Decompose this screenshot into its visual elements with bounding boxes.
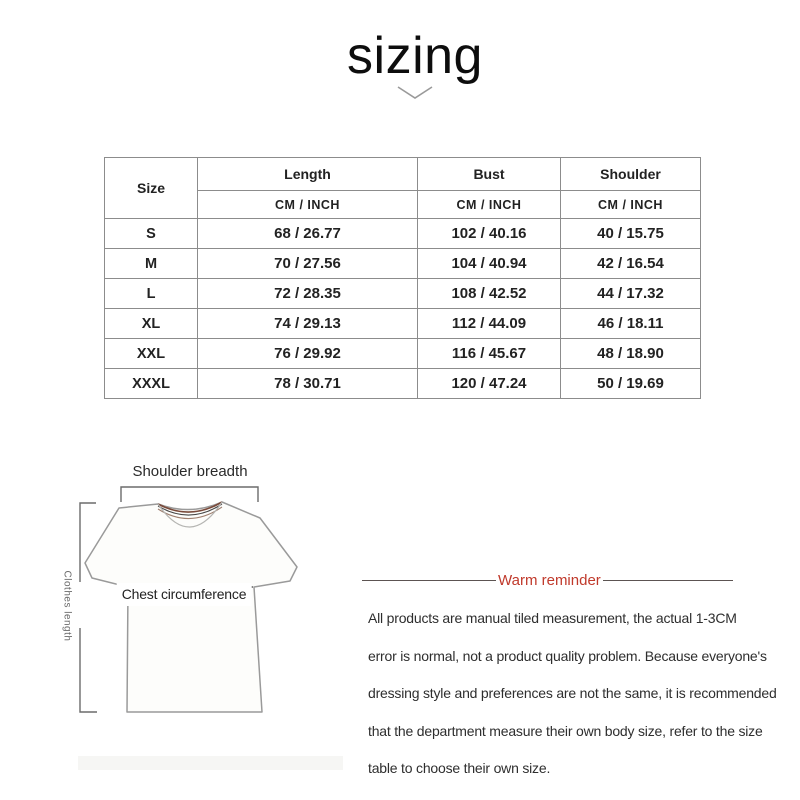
units-label-length: CM / INCH <box>198 191 418 219</box>
reminder-paragraph <box>368 600 792 788</box>
bust-value: 116 / 45.67 <box>418 339 561 369</box>
reminder-text-line: that the department measure their own body size, refer to the size <box>368 722 763 739</box>
reminder-text-line: All products are manual tiled measurement, the actual 1-3CM <box>368 610 737 626</box>
reminder-rule-left <box>362 580 496 581</box>
length-value: 76 / 29.92 <box>198 339 418 369</box>
chest-circumference-label: Chest circumference <box>117 583 252 606</box>
table-row <box>105 249 701 279</box>
shoulder-value: 42 / 16.54 <box>561 249 701 279</box>
shoulder-value: 44 / 17.32 <box>561 279 701 309</box>
table-row <box>105 219 701 249</box>
shoulder-breadth-label: Shoulder breadth <box>132 463 248 480</box>
table-header-length: Length <box>198 158 418 191</box>
bust-value: 108 / 42.52 <box>418 279 561 309</box>
bust-value: 104 / 40.94 <box>418 249 561 279</box>
page-title: sizing <box>347 27 483 85</box>
shoulder-value: 40 / 15.75 <box>561 219 701 249</box>
tshirt-outline <box>85 502 297 712</box>
reminder-rule-right <box>603 580 733 581</box>
units-label-bust: CM / INCH <box>418 191 561 219</box>
table-row <box>105 279 701 309</box>
length-value: 74 / 29.13 <box>198 309 418 339</box>
size-value: XL <box>105 309 198 339</box>
clothes-length-label: Clothes length <box>61 570 73 642</box>
shoulder-value: 48 / 18.90 <box>561 339 701 369</box>
scan-artifact <box>78 756 343 770</box>
size-table <box>104 157 701 399</box>
size-value: L <box>105 279 198 309</box>
table-row <box>105 369 701 399</box>
length-bracket-bottom <box>80 628 97 712</box>
shoulder-value: 46 / 18.11 <box>561 309 701 339</box>
warm-reminder-heading <box>362 571 734 589</box>
size-value: S <box>105 219 198 249</box>
tshirt-diagram <box>40 440 380 780</box>
length-value: 78 / 30.71 <box>198 369 418 399</box>
bust-value: 102 / 40.16 <box>418 219 561 249</box>
bust-value: 112 / 44.09 <box>418 309 561 339</box>
table-row <box>105 309 701 339</box>
reminder-text-line: dressing style and preferences are not the same, it is recommended <box>368 685 777 701</box>
bust-value: 120 / 47.24 <box>418 369 561 399</box>
reminder-title: Warm reminder <box>498 571 601 589</box>
reminder-text-line: table to choose their own size. <box>368 760 551 776</box>
table-header-size: Size <box>105 158 198 219</box>
table-header-bust: Bust <box>418 158 561 191</box>
length-value: 72 / 28.35 <box>198 279 418 309</box>
chevron-down-icon <box>396 84 434 102</box>
shoulder-bracket <box>121 487 258 502</box>
reminder-text-line: error is normal, not a product quality problem. Because everyone's <box>368 647 767 664</box>
size-value: XXXL <box>105 369 198 399</box>
length-value: 68 / 26.77 <box>198 219 418 249</box>
size-value: XXL <box>105 339 198 369</box>
length-value: 70 / 27.56 <box>198 249 418 279</box>
shoulder-value: 50 / 19.69 <box>561 369 701 399</box>
table-row <box>105 339 701 369</box>
table-header-shoulder: Shoulder <box>561 158 701 191</box>
size-value: M <box>105 249 198 279</box>
units-label-shoulder: CM / INCH <box>561 191 701 219</box>
